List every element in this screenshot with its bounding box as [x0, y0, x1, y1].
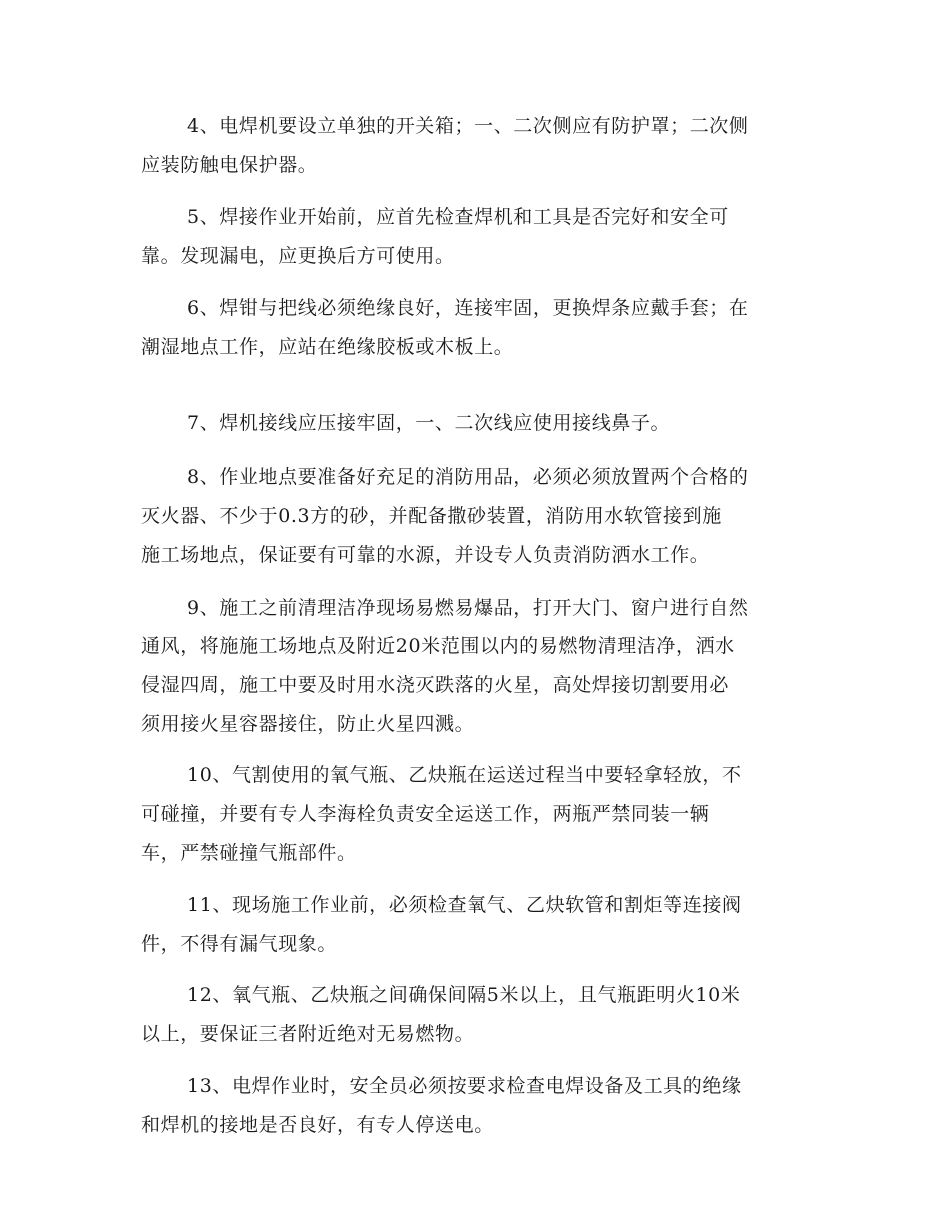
paragraph-6-line-1: 6、焊钳与把线必须绝缘良好，连接牢固，更换焊条应戴手套；在 [187, 297, 749, 319]
paragraph-8-line-3: 施工场地点，保证要有可靠的水源，并设专人负责消防洒水工作。 [141, 544, 710, 566]
paragraph-4-line-1: 4、电焊机要设立单独的开关箱；一、二次侧应有防护罩；二次侧 [187, 115, 749, 137]
paragraph-9-line-3: 侵湿四周，施工中要及时用水浇灭跌落的火星，高处焊接切割要用必 [141, 674, 730, 696]
paragraph-8-line-2: 灭火器、不少于0.3方的砂，并配备撒砂装置，消防用水软管接到施 [141, 505, 722, 527]
paragraph-13-line-1: 13、电焊作业时，安全员必须按要求检查电焊设备及工具的绝缘 [187, 1075, 742, 1097]
paragraph-11-line-1: 11、现场施工作业前，必须检查氧气、乙炔软管和割炬等连接阀 [187, 894, 742, 916]
paragraph-9-line-1: 9、施工之前清理洁净现场易燃易爆品，打开大门、窗户进行自然 [187, 597, 749, 619]
paragraph-5-line-2: 靠。发现漏电，应更换后方可使用。 [141, 245, 455, 267]
paragraph-13-line-2: 和焊机的接地是否良好，有专人停送电。 [141, 1114, 494, 1136]
paragraph-5-line-1: 5、焊接作业开始前，应首先检查焊机和工具是否完好和安全可 [187, 206, 729, 228]
paragraph-4-line-2: 应装防触电保护器。 [141, 154, 318, 176]
paragraph-10-line-1: 10、气割使用的氧气瓶、乙炔瓶在运送过程当中要轻拿轻放，不 [187, 764, 742, 786]
paragraph-6-line-2: 潮湿地点工作，应站在绝缘胶板或木板上。 [141, 336, 514, 358]
paragraph-11-line-2: 件，不得有漏气现象。 [141, 933, 338, 955]
paragraph-10-line-2: 可碰撞，并要有专人李海栓负责安全运送工作，两瓶严禁同装一辆 [141, 803, 710, 825]
paragraph-12-line-1: 12、氧气瓶、乙炔瓶之间确保间隔5米以上，且气瓶距明火10米 [187, 984, 741, 1006]
paragraph-8-line-1: 8、作业地点要准备好充足的消防用品，必须必须放置两个合格的 [187, 466, 749, 488]
paragraph-9-line-4: 须用接火星容器接住，防止火星四溅。 [141, 713, 475, 735]
paragraph-9-line-2: 通风，将施施工场地点及附近20米范围以内的易燃物清理洁净，洒水 [141, 635, 735, 657]
paragraph-12-line-2: 以上，要保证三者附近绝对无易燃物。 [141, 1023, 475, 1045]
paragraph-10-line-3: 车，严禁碰撞气瓶部件。 [141, 842, 357, 864]
paragraph-7-line-1: 7、焊机接线应压接牢固，一、二次线应使用接线鼻子。 [187, 412, 671, 434]
